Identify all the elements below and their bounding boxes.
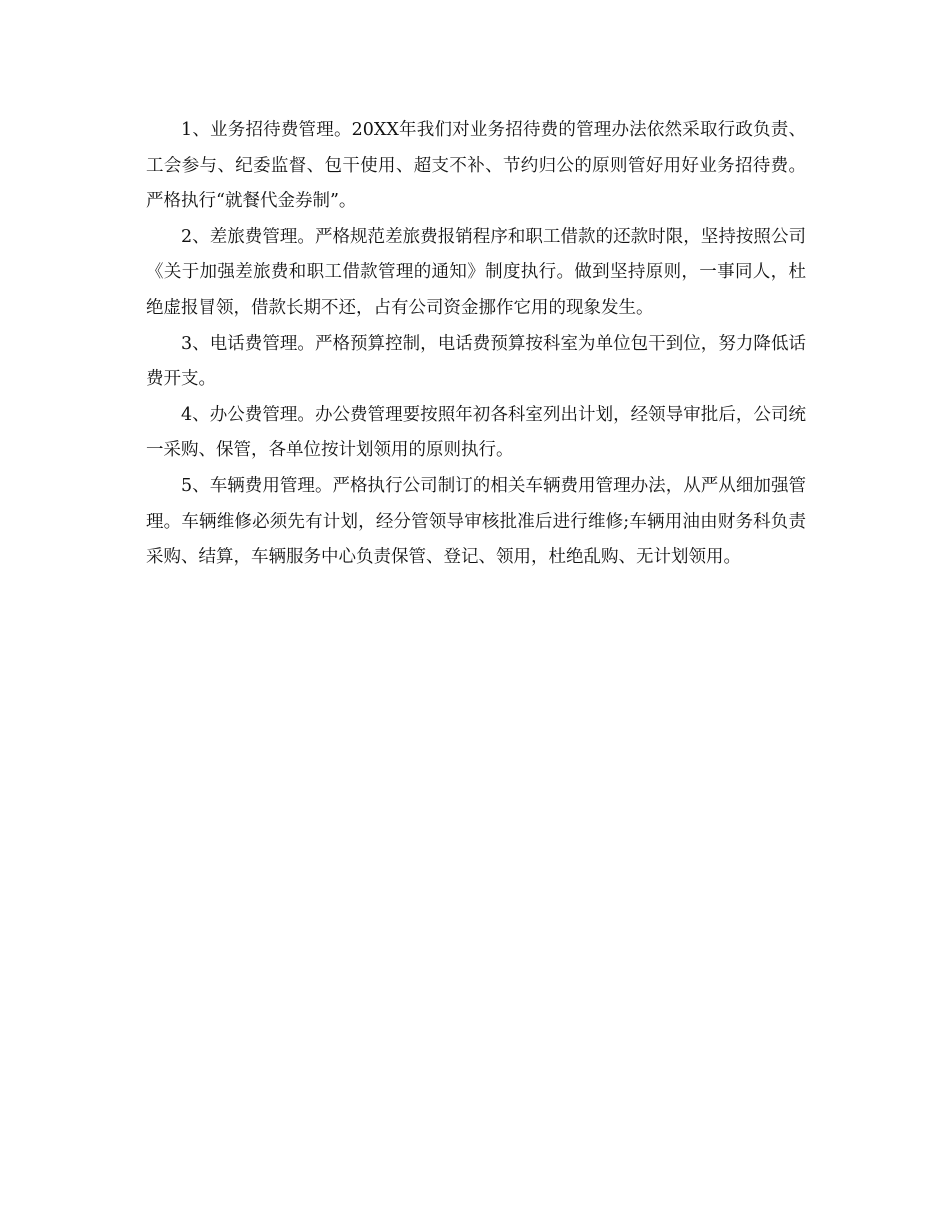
paragraph-office-expenses: 4、办公费管理。办公费管理要按照年初各科室列出计划，经领导审批后，公司统一采购、保管，各单位按计划领用的原则执行。 xyxy=(146,404,806,461)
paragraph-vehicle-expenses: 5、车辆费用管理。严格执行公司制订的相关车辆费用管理办法，从严从细加强管理。车辆维修必须先有计划，经分管领导审核批准后进行维修;车辆用油由财务科负责采购、结算，车辆服务中心负责保管、登记、领用，杜绝乱购、无计划领用。 xyxy=(146,475,806,568)
paragraph-telephone-expenses: 3、电话费管理。严格预算控制，电话费预算按科室为单位包干到位，努力降低话费开支。 xyxy=(146,333,806,390)
document-body xyxy=(146,113,806,576)
paragraph-travel-expenses: 2、差旅费管理。严格规范差旅费报销程序和职工借款的还款时限，坚持按照公司《关于加强差旅费和职工借款管理的通知》制度执行。做到坚持原则，一事同人，杜绝虚报冒领，借款长期不还，占有公司资金挪作它用的现象发生。 xyxy=(146,226,806,318)
paragraph-business-entertainment: 1、业务招待费管理。20XX年我们对业务招待费的管理办法依然采取行政负责、工会参与、纪委监督、包干使用、超支不补、节约归公的原则管好用好业务招待费。严格执行“就餐代金券制”。 xyxy=(146,120,806,212)
